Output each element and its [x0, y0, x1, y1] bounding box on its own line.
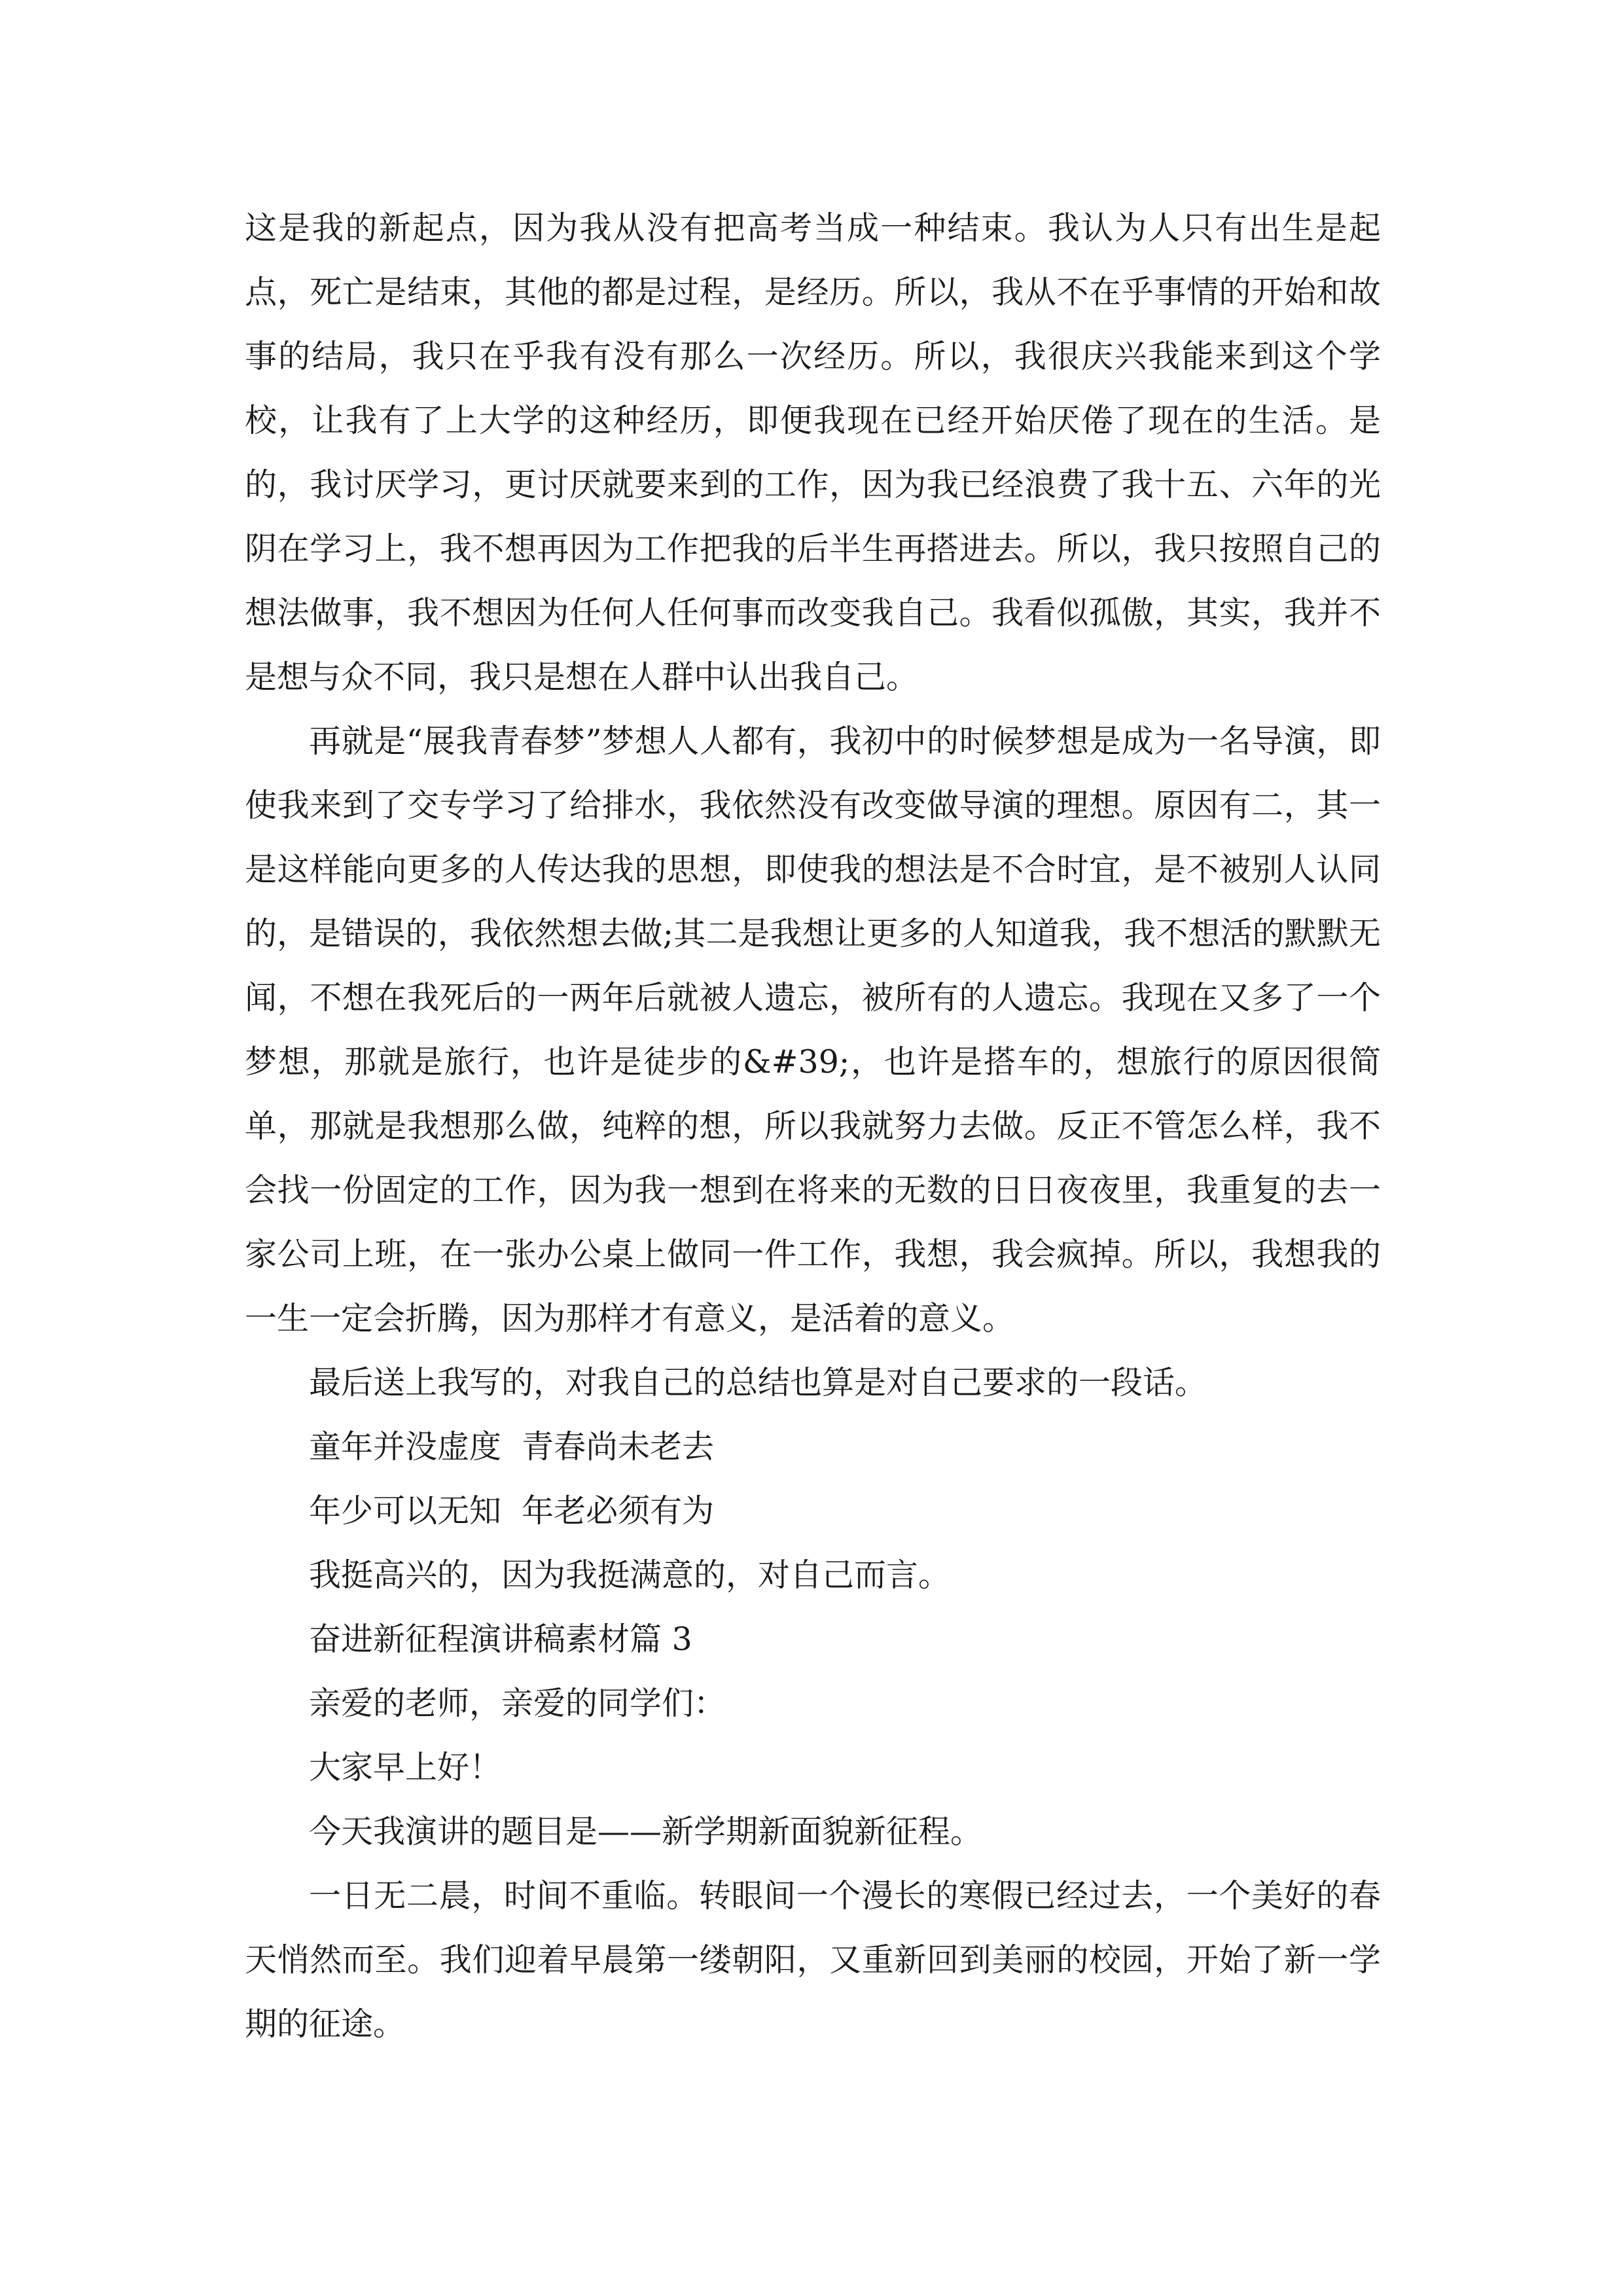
speech-topic: 今天我演讲的题目是——新学期新面貌新征程。 [309, 1813, 983, 1850]
verse-line-1: 童年并没虚度 青春尚未老去 [309, 1428, 715, 1465]
paragraph-youth-dream: 再就是“展我青春梦”梦想人人都有，我初中的时候梦想是成为一名导演，即使我来到了交专学习了给排水，我依然没有改变做导演的理想。原因有二，其一是这样能向更多的人传达我的思想，即使我的想法是不合时宜，是不被别人认同的，是错误的，我依然想去做;其二是我想让更多的人知道我，我不想活的默默无闻，不想在我死后的一两年后就被人遗忘，被所有的人遗忘。我现在又多了一个梦想，那就是旅行，也许是徒步的&#39;，也许是搭车的，想旅行的原因很简单，那就是我想那么做，纯粹的想，所以我就努力去做。反正不管怎么样，我不会找一份固定的工作，因为我一想到在将来的无数的日日夜夜里，我重复的去一家公司上班，在一张办公桌上做同一件工作，我想，我会疯掉。所以，我想我的一生一定会折腾，因为那样才有意义，是活着的意义。 [245, 723, 1381, 1337]
salutation: 亲爱的老师，亲爱的同学们： [309, 1685, 726, 1722]
paragraph-new-starting-point: 这是我的新起点，因为我从没有把高考当成一种结束。我认为人只有出生是起点，死亡是结束，其他的都是过程，是经历。所以，我从不在乎事情的开始和故事的结局，我只在乎我有没有那么一次经历。所以，我很庆兴我能来到这个学校，让我有了上大学的这种经历，即便我现在已经开始厌倦了现在的生活。是的，我讨厌学习，更讨厌就要来到的工作，因为我已经浪费了我十五、六年的光阴在学习上，我不想再因为工作把我的后半生再搭进去。所以，我只按照自己的想法做事，我不想因为任何人任何事而改变我自己。我看似孤傲，其实，我并不是想与众不同，我只是想在人群中认出我自己。 [245, 209, 1381, 696]
paragraph-new-semester: 一日无二晨，时间不重临。转眼间一个漫长的寒假已经过去，一个美好的春天悄然而至。我们迎着早晨第一缕朝阳，又重新回到美丽的校园，开始了新一学期的征途。 [245, 1877, 1381, 2043]
document-body [245, 196, 1381, 2056]
paragraph-satisfied: 我挺高兴的，因为我挺满意的，对自己而言。 [309, 1556, 951, 1594]
verse-line-2: 年少可以无知 年老必须有为 [309, 1492, 715, 1530]
section-heading: 奋进新征程演讲稿素材篇 3 [309, 1621, 692, 1658]
greeting: 大家早上好！ [309, 1749, 502, 1786]
paragraph-closing-words: 最后送上我写的，对我自己的总结也算是对自己要求的一段话。 [309, 1364, 1207, 1401]
